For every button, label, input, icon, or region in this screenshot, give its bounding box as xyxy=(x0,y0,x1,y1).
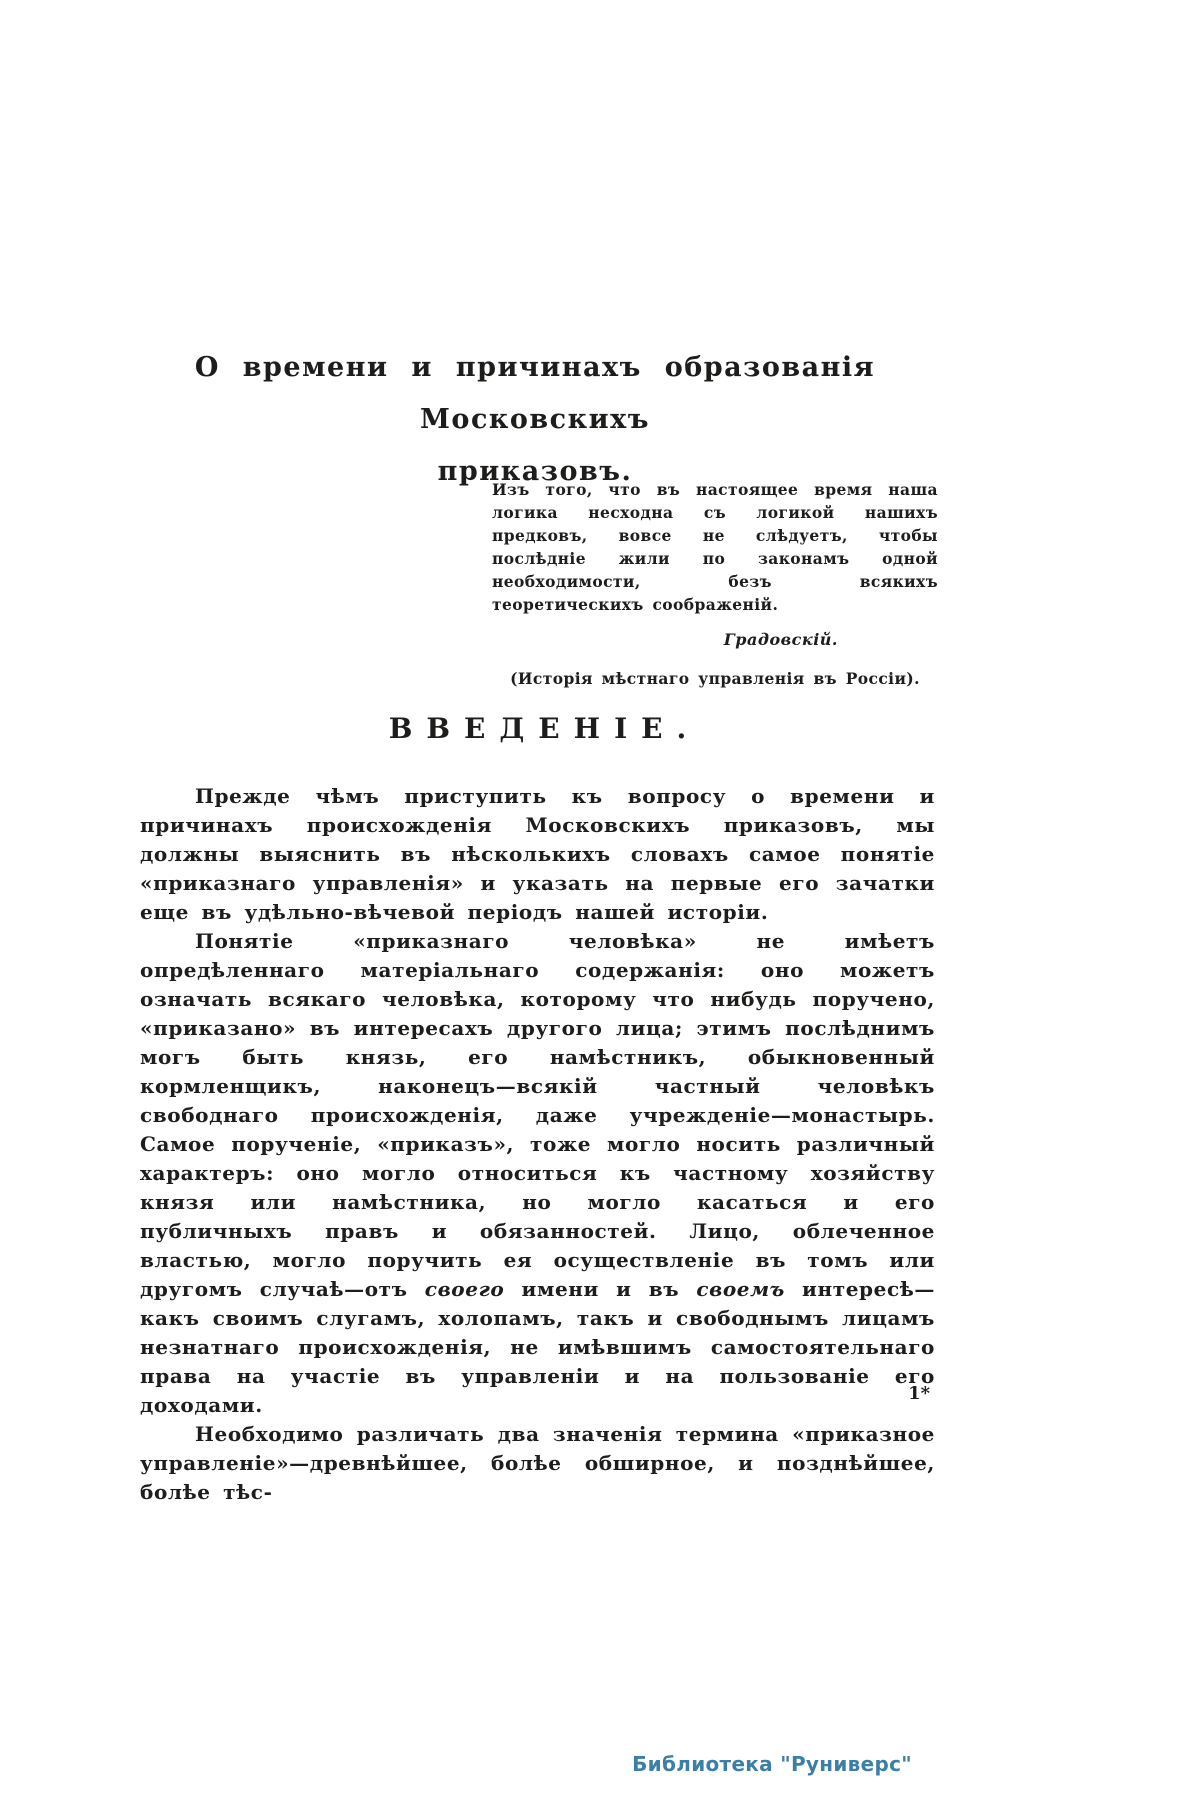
paragraph: Необходимо различать два значенія термина «приказное управленіе»—древнѣйшее, болѣе обширное, и позднѣйшее, болѣе тѣс- xyxy=(140,1422,935,1504)
paragraph: Понятіе «приказнаго человѣка» не имѣетъ опредѣленнаго матеріальнаго содержанія: оно можетъ означать всякаго человѣка, которому что нибудь поручено, «приказано» въ интересахъ другого лица; этимъ послѣднимъ могъ быть князь, его намѣстникъ, обыкновенный кормленщикъ, наконецъ—всякій частный человѣкъ свободнаго происхожденія, даже учрежденіе—монастырь. Самое порученіе, «приказъ», тоже могло носить различный характеръ: оно могло относиться къ частному хозяйству князя или намѣстника, но могло касаться и его публичныхъ правъ и обязанностей. Лицо, облеченное властью, могло поручить ея осуществленіе въ томъ или другомъ случаѣ—отъ своего имени и въ своемъ интересѣ—какъ своимъ слугамъ, холопамъ, такъ и свободнымъ лицамъ незнатнаго происхожденія, не имѣвшимъ самостоятельнаго права на участіе въ управленіи и на пользованіе его доходами. xyxy=(140,929,935,1417)
epigraph-text: Изъ того, что въ настоящее время наша логика несходна съ логикой нашихъ предковъ, вовсе не слѣдуетъ, чтобы послѣдніе жили по законамъ одной необходимости, безъ всякихъ теоретическихъ соображеній. xyxy=(492,480,938,614)
paragraph: Прежде чѣмъ приступить къ вопросу о времени и причинахъ происхожденія Московскихъ приказовъ, мы должны выяснить въ нѣсколькихъ словахъ самое понятіе «приказнаго управленія» и указать на первые его зачатки еще въ удѣльно-вѣчевой періодъ нашей исторіи. xyxy=(140,784,935,924)
page-title xyxy=(130,342,940,498)
section-heading: ВВЕДЕНІЕ. xyxy=(388,712,701,745)
watermark: Библиотека "Руниверс" xyxy=(632,1752,912,1776)
epigraph-attribution: Градовскій. xyxy=(723,630,838,649)
page-title-line2: приказовъ. xyxy=(437,456,633,487)
epigraph xyxy=(492,478,938,688)
epigraph-source: (Исторія мѣстнаго управленія въ Россіи). xyxy=(510,669,920,688)
page-title-line1: О времени и причинахъ образованія Московскихъ xyxy=(194,352,876,435)
footnote-marker: 1* xyxy=(908,1383,930,1404)
